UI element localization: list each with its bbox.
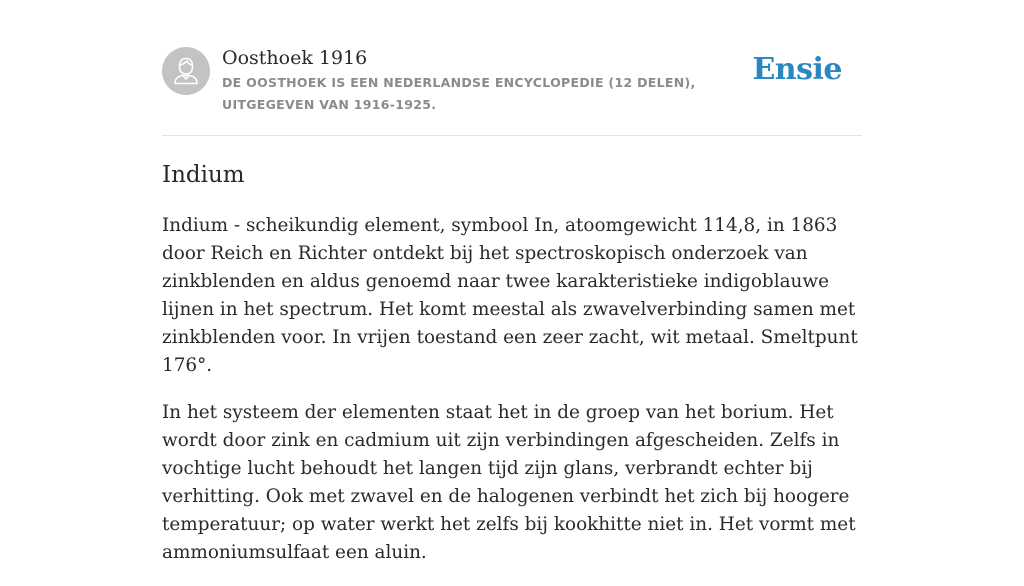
user-icon: [162, 47, 210, 95]
source-avatar[interactable]: [162, 47, 210, 95]
source-description: DE OOSTHOEK IS EEN NEDERLANDSE ENCYCLOPEDIE (12 DELEN), UITGEGEVEN VAN 1916-1925.: [222, 75, 696, 112]
article-paragraph: In het systeem der elementen staat het in de groep van het borium. Het wordt door zink en cadmium uit zijn verbindingen afgescheiden. Zelfs in vochtige lucht behoudt het langen tijd zijn glans, verbrandt echter bij verhitting. Ook met zwavel en de halogenen verbindt het zich bij hoogere temperatuur; op water werkt het zelfs bij kookhitte niet in. Het vormt met ammoniumsulfaat een aluin.: [162, 402, 856, 563]
article-body: [162, 212, 872, 586]
article-paragraph: Indium - scheikundig element, symbool In, atoomgewicht 114,8, in 1863 door Reich en Richter ontdekt bij het spectroskopisch onderzoek van zinkblenden en aldus genoemd naar twee karakteristieke indigoblauwe lijnen in het spectrum. Het komt meestal als zwavelverbinding samen met zinkblenden voor. In vrijen toestand een zeer zacht, wit metaal. Smeltpunt 176°.: [162, 215, 858, 376]
header-divider: [162, 135, 862, 136]
brand-logo[interactable]: Ensie: [752, 52, 842, 87]
article-title: Indium: [162, 162, 245, 188]
source-name[interactable]: Oosthoek 1916: [222, 47, 368, 69]
source-header: [162, 45, 862, 135]
